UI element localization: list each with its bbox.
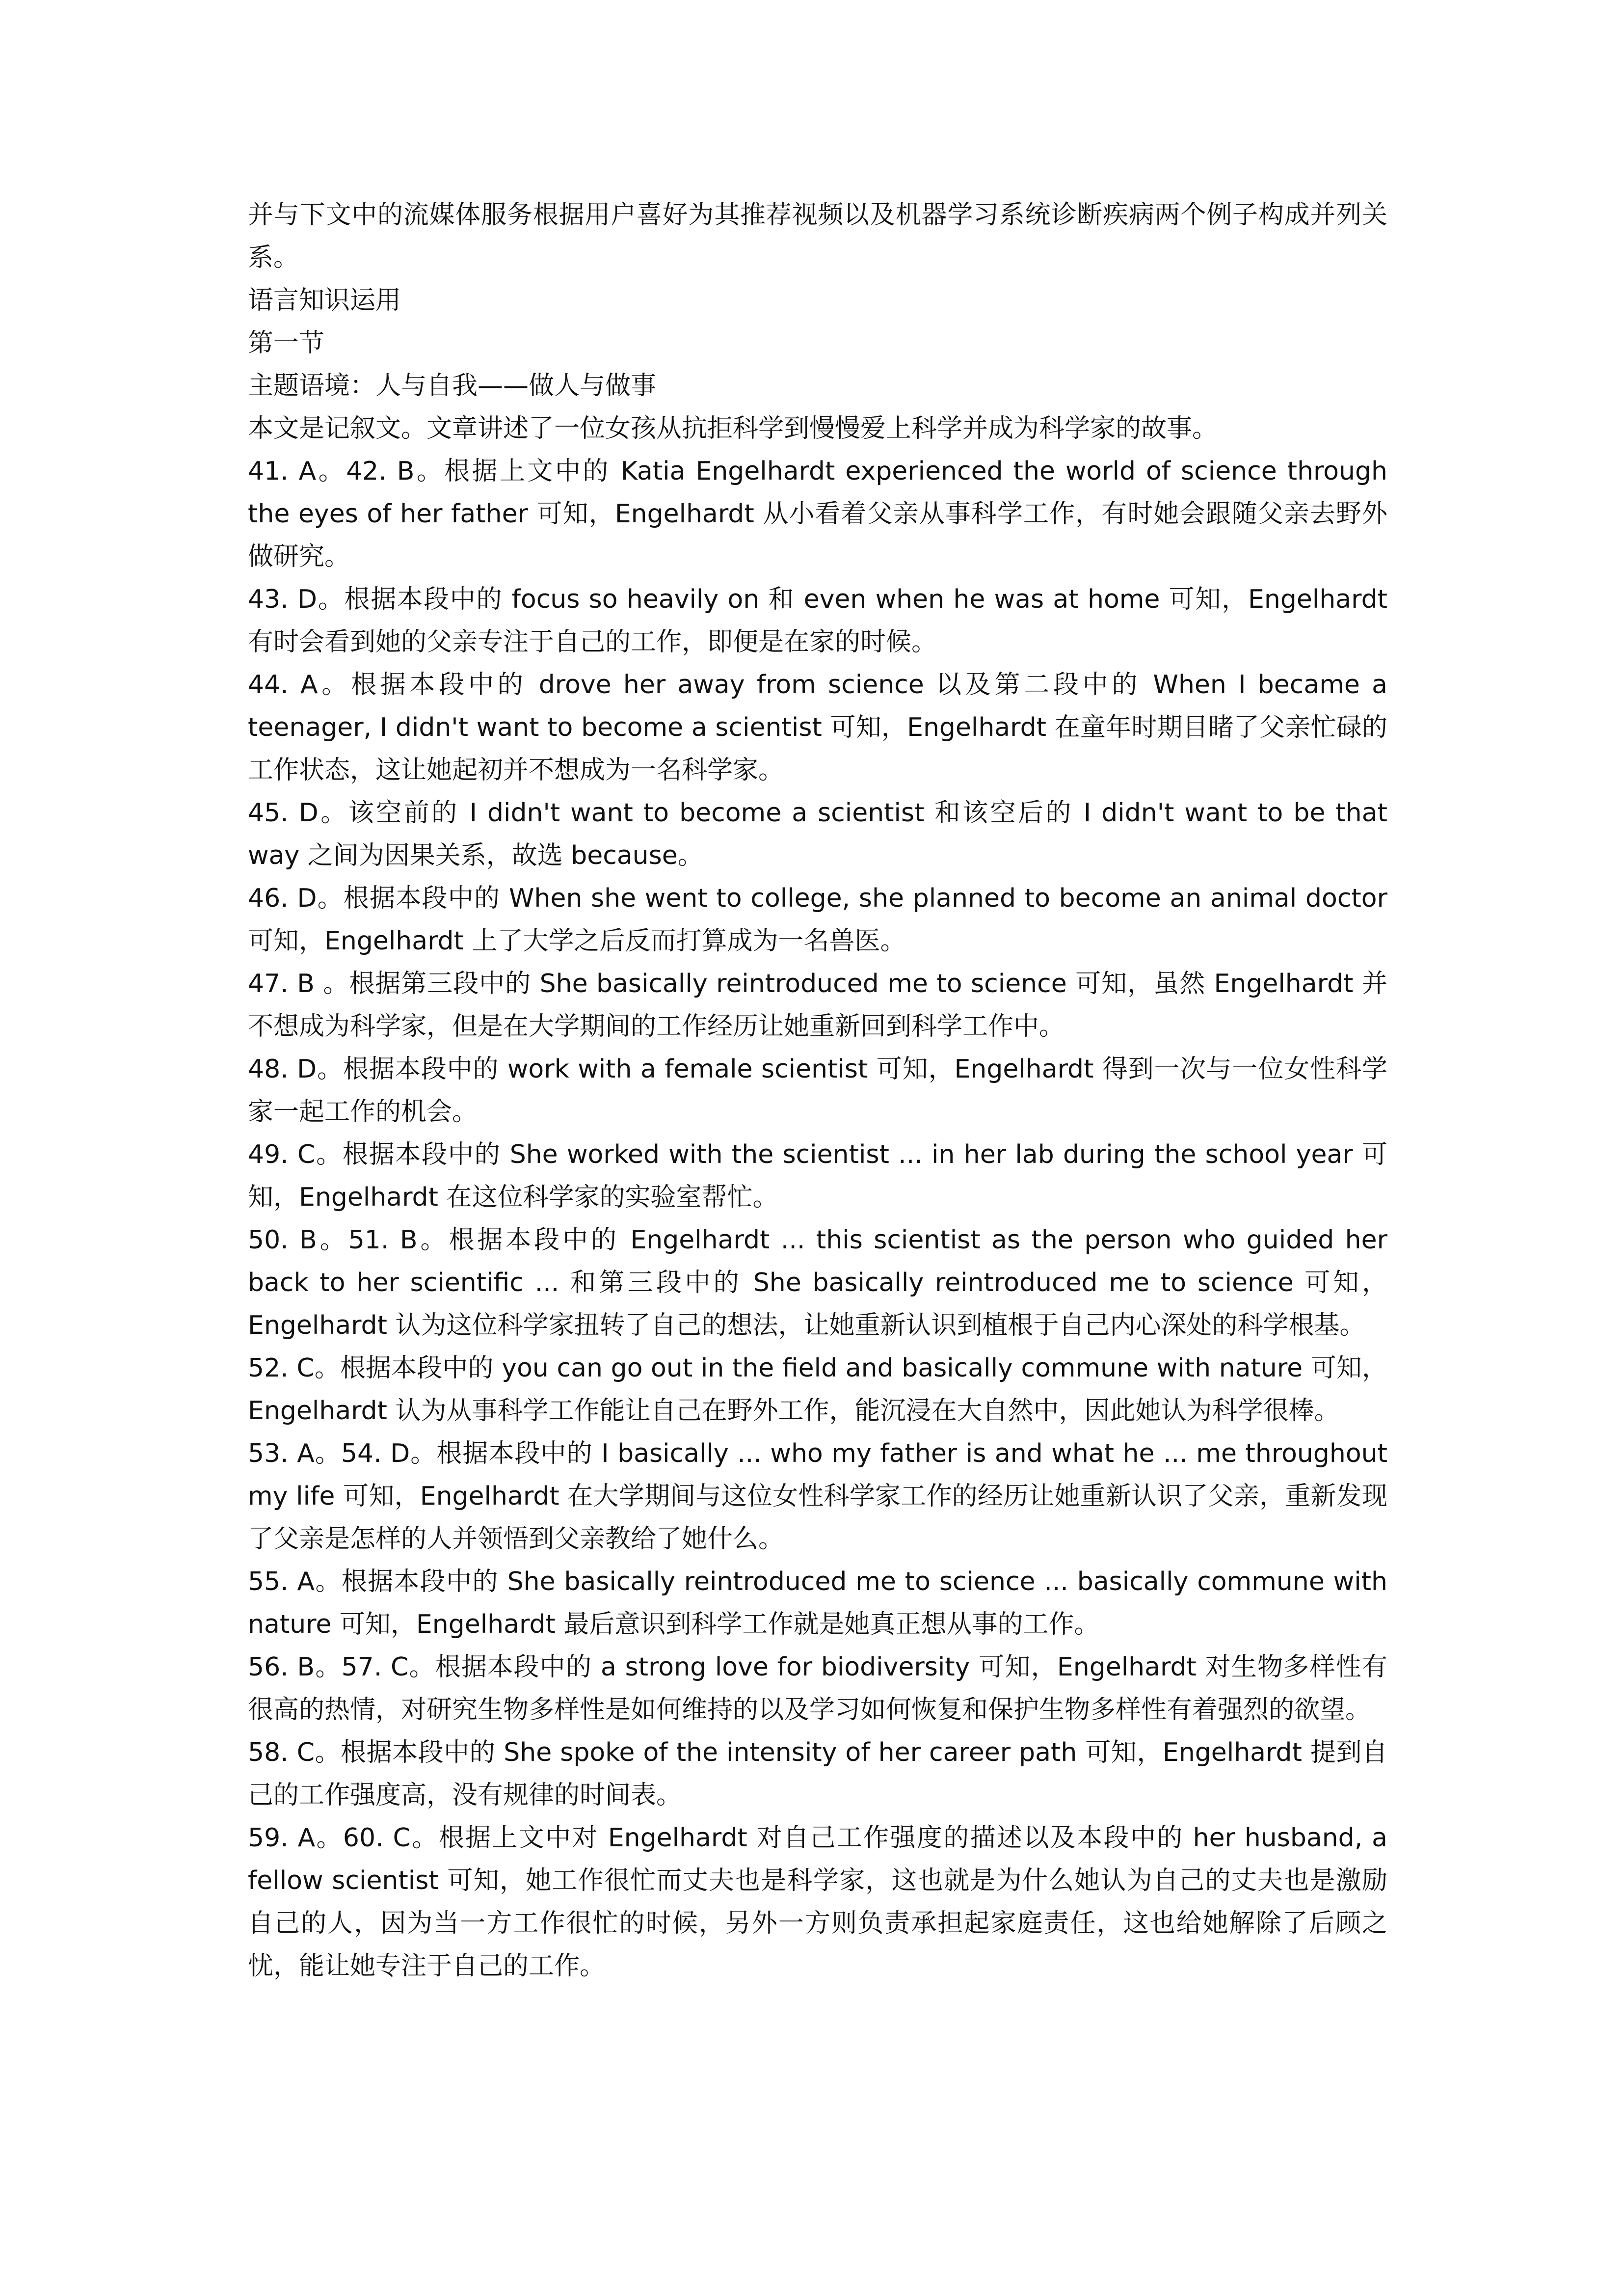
answer-41-42: 41. A。42. B。根据上文中的 Katia Engelhardt experienced the world of science through the eyes of her father 可知，Engelhardt 从小看着父亲从事科学工作，有时她会跟随父亲去野外做研究。 bbox=[248, 457, 1387, 571]
answer-52: 52. C。根据本段中的 you can go out in the field and basically commune with nature 可知，Engelhardt 认为从事科学工作能让自己在野外工作，能沉浸在大自然中，因此她认为科学很棒。 bbox=[248, 1353, 1387, 1426]
theme-context: 主题语境：人与自我——做人与做事 bbox=[248, 371, 657, 401]
answer-47: 47. B 。根据第三段中的 She basically reintroduced me to science 可知，虽然 Engelhardt 并不想成为科学家，但是在大学期间的工作经历让她重新回到科学工作中。 bbox=[248, 969, 1387, 1041]
answer-43: 43. D。根据本段中的 focus so heavily on 和 even when he was at home 可知，Engelhardt 有时会看到她的父亲专注于自己的工作，即便是在家的时候。 bbox=[248, 585, 1387, 657]
subsection-heading: 第一节 bbox=[248, 328, 325, 358]
passage-summary: 本文是记叙文。文章讲述了一位女孩从抗拒科学到慢慢爱上科学并成为科学家的故事。 bbox=[248, 414, 1218, 443]
document-page bbox=[248, 194, 1387, 1988]
answer-55: 55. A。根据本段中的 She basically reintroduced me to science ... basically commune with nature 可知，Engelhardt 最后意识到科学工作就是她真正想从事的工作。 bbox=[248, 1567, 1387, 1639]
answer-50-51: 50. B。51. B。根据本段中的 Engelhardt ... this scientist as the person who guided her back to her scientific ... 和第三段中的 She basically reintroduced me to science 可知，Engelhardt 认为这位科学家扭转了自己的想法，让她重新认识到植根于自己内心深处的科学根基。 bbox=[248, 1225, 1387, 1340]
answer-49: 49. C。根据本段中的 She worked with the scientist ... in her lab during the school year 可知，Engelhardt 在这位科学家的实验室帮忙。 bbox=[248, 1140, 1387, 1212]
answer-46: 46. D。根据本段中的 When she went to college, she planned to become an animal doctor 可知，Engelhardt 上了大学之后反而打算成为一名兽医。 bbox=[248, 884, 1387, 956]
answer-59-60: 59. A。60. C。根据上文中对 Engelhardt 对自己工作强度的描述以及本段中的 her husband, a fellow scientist 可知，她工作很忙而丈夫也是科学家，这也就是为什么她认为自己的丈夫也是激励自己的人，因为当一方工作很忙的时候，另外一方则负责承担起家庭责任，这也给她解除了后顾之忧，能让她专注于自己的工作。 bbox=[248, 1823, 1387, 1981]
answer-45: 45. D。该空前的 I didn't want to become a scientist 和该空后的 I didn't want to be that way 之间为因果关系，故选 because。 bbox=[248, 798, 1387, 870]
answer-53-54: 53. A。54. D。根据本段中的 I basically ... who my father is and what he ... me throughout my life 可知，Engelhardt 在大学期间与这位女性科学家工作的经历让她重新认识了父亲，重新发现了父亲是怎样的人并领悟到父亲教给了她什么。 bbox=[248, 1439, 1387, 1554]
intro-continuation: 并与下文中的流媒体服务根据用户喜好为其推荐视频以及机器学习系统诊断疾病两个例子构成并列关系。 bbox=[248, 200, 1387, 272]
answer-48: 48. D。根据本段中的 work with a female scientist 可知，Engelhardt 得到一次与一位女性科学家一起工作的机会。 bbox=[248, 1054, 1387, 1127]
answer-56-57: 56. B。57. C。根据本段中的 a strong love for biodiversity 可知，Engelhardt 对生物多样性有很高的热情，对研究生物多样性是如何维持的以及学习如何恢复和保护生物多样性有着强烈的欲望。 bbox=[248, 1652, 1387, 1725]
answer-58: 58. C。根据本段中的 She spoke of the intensity of her career path 可知，Engelhardt 提到自己的工作强度高，没有规律的时间表。 bbox=[248, 1738, 1387, 1810]
answer-44: 44. A。根据本段中的 drove her away from science 以及第二段中的 When I became a teenager, I didn't want to become a scientist 可知，Engelhardt 在童年时期目睹了父亲忙碌的工作状态，这让她起初并不想成为一名科学家。 bbox=[248, 670, 1387, 785]
section-heading: 语言知识运用 bbox=[248, 286, 401, 315]
